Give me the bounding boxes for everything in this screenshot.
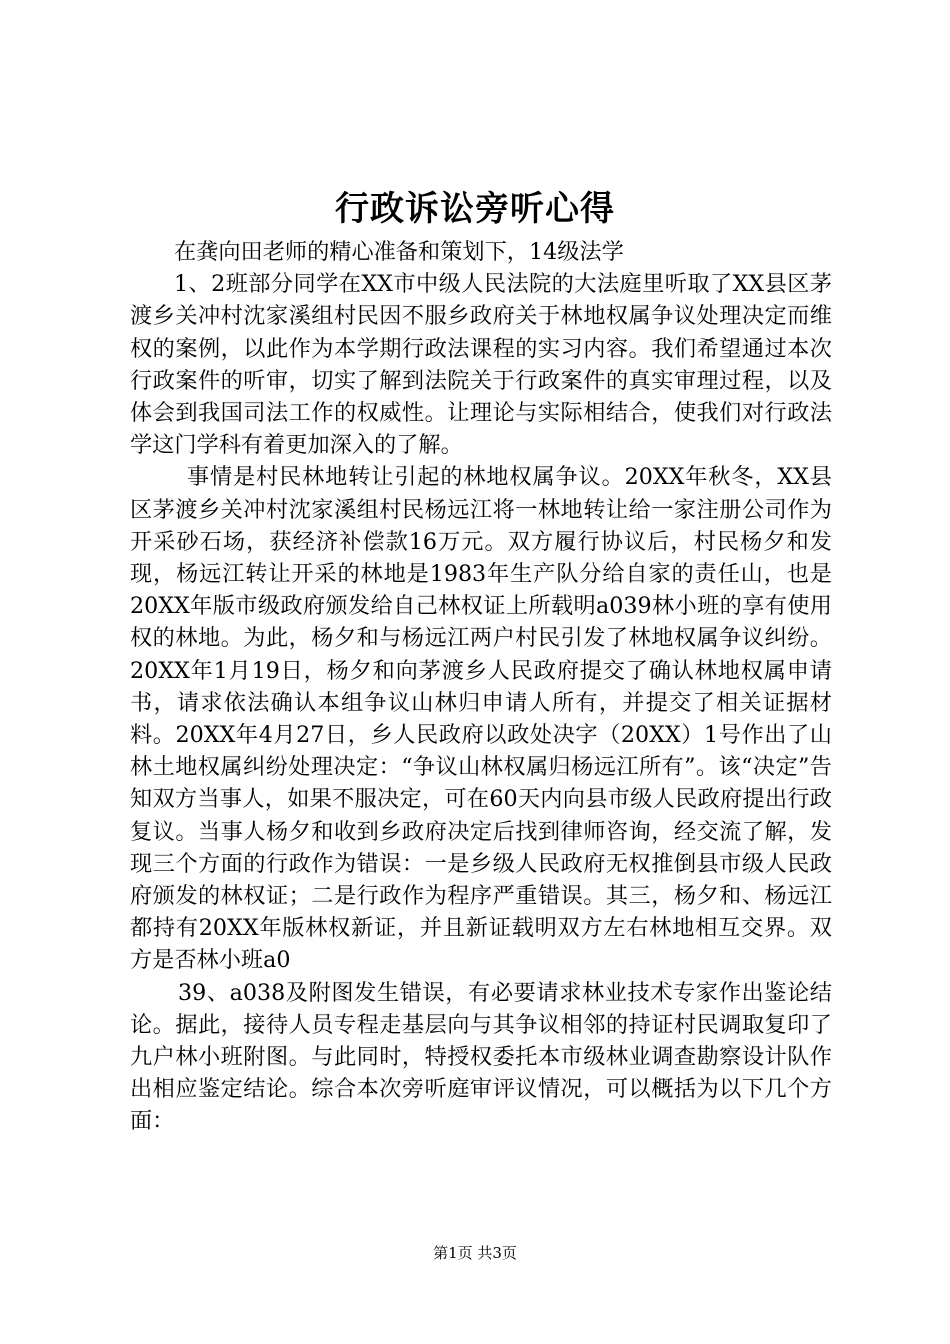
paragraph-2: 1、2班部分同学在XX市中级人民法院的大法庭里听取了XX县区茅渡乡关冲村沈家溪组村民因不服乡政府关于林地权属争议处理决定而维权的案例，以此作为本学期行政法课程的实习内容。我们希望通过本次行政案件的听审，切实了解到法院关于行政案件的真实审理过程，以及体会到我国司法工作的权威性。让理论与实际相结合，使我们对行政法学这门学科有着更加深入的了解。 [130, 271, 832, 459]
paragraph-3: 事情是村民林地转让引起的林地权属争议。20XX年秋冬，XX县区茅渡乡关冲村沈家溪组村民杨远江将一林地转让给一家注册公司作为开采砂石场，获经济补偿款16万元。双方履行协议后，村民杨夕和发现，杨远江转让开采的林地是1983年生产队分给自家的责任山，也是20XX年版市级政府颁发给自己林权证上所载明a039林小班的享有使用权的林地。为此，杨夕和与杨远江两户村民引发了林地权属争议纠纷。20XX年1月19日，杨夕和向茅渡乡人民政府提交了确认林地权属申请书，请求依法确认本组争议山林归申请人所有，并提交了相关证据材料。20XX年4月27日，乡人民政府以政处决字（20XX）1号作出了山林土地权属纠纷处理决定：“争议山林权属归杨远江所有”。该“决定”告知双方当事人，如果不服决定，可在60天内向县市级人民政府提出行政复议。当事人杨夕和收到乡政府决定后找到律师咨询，经交流了解，发现三个方面的行政作为错误：一是乡级人民政府无权推倒县市级人民政府颁发的林权证；二是行政作为程序严重错误。其三，杨夕和、杨远江都持有20XX年版林权新证，并且新证载明双方左右林地相互交界。双方是否林小班a0 [130, 464, 832, 974]
document-title: 行政诉讼旁听心得 [335, 189, 615, 229]
page-footer: 第1页 共3页 [433, 1244, 517, 1262]
paragraph-1: 在龚向田老师的精心准备和策划下，14级法学 [174, 239, 624, 265]
paragraph-4: 39、a038及附图发生错误，有必要请求林业技术专家作出鉴论结论。据此，接待人员专程走基层向与其争议相邻的持证村民调取复印了九户林小班附图。与此同时，特授权委托本市级林业调查勘察设计队作出相应鉴定结论。综合本次旁听庭审评议情况，可以概括为以下几个方面： [130, 979, 832, 1135]
document-body [130, 236, 832, 1138]
